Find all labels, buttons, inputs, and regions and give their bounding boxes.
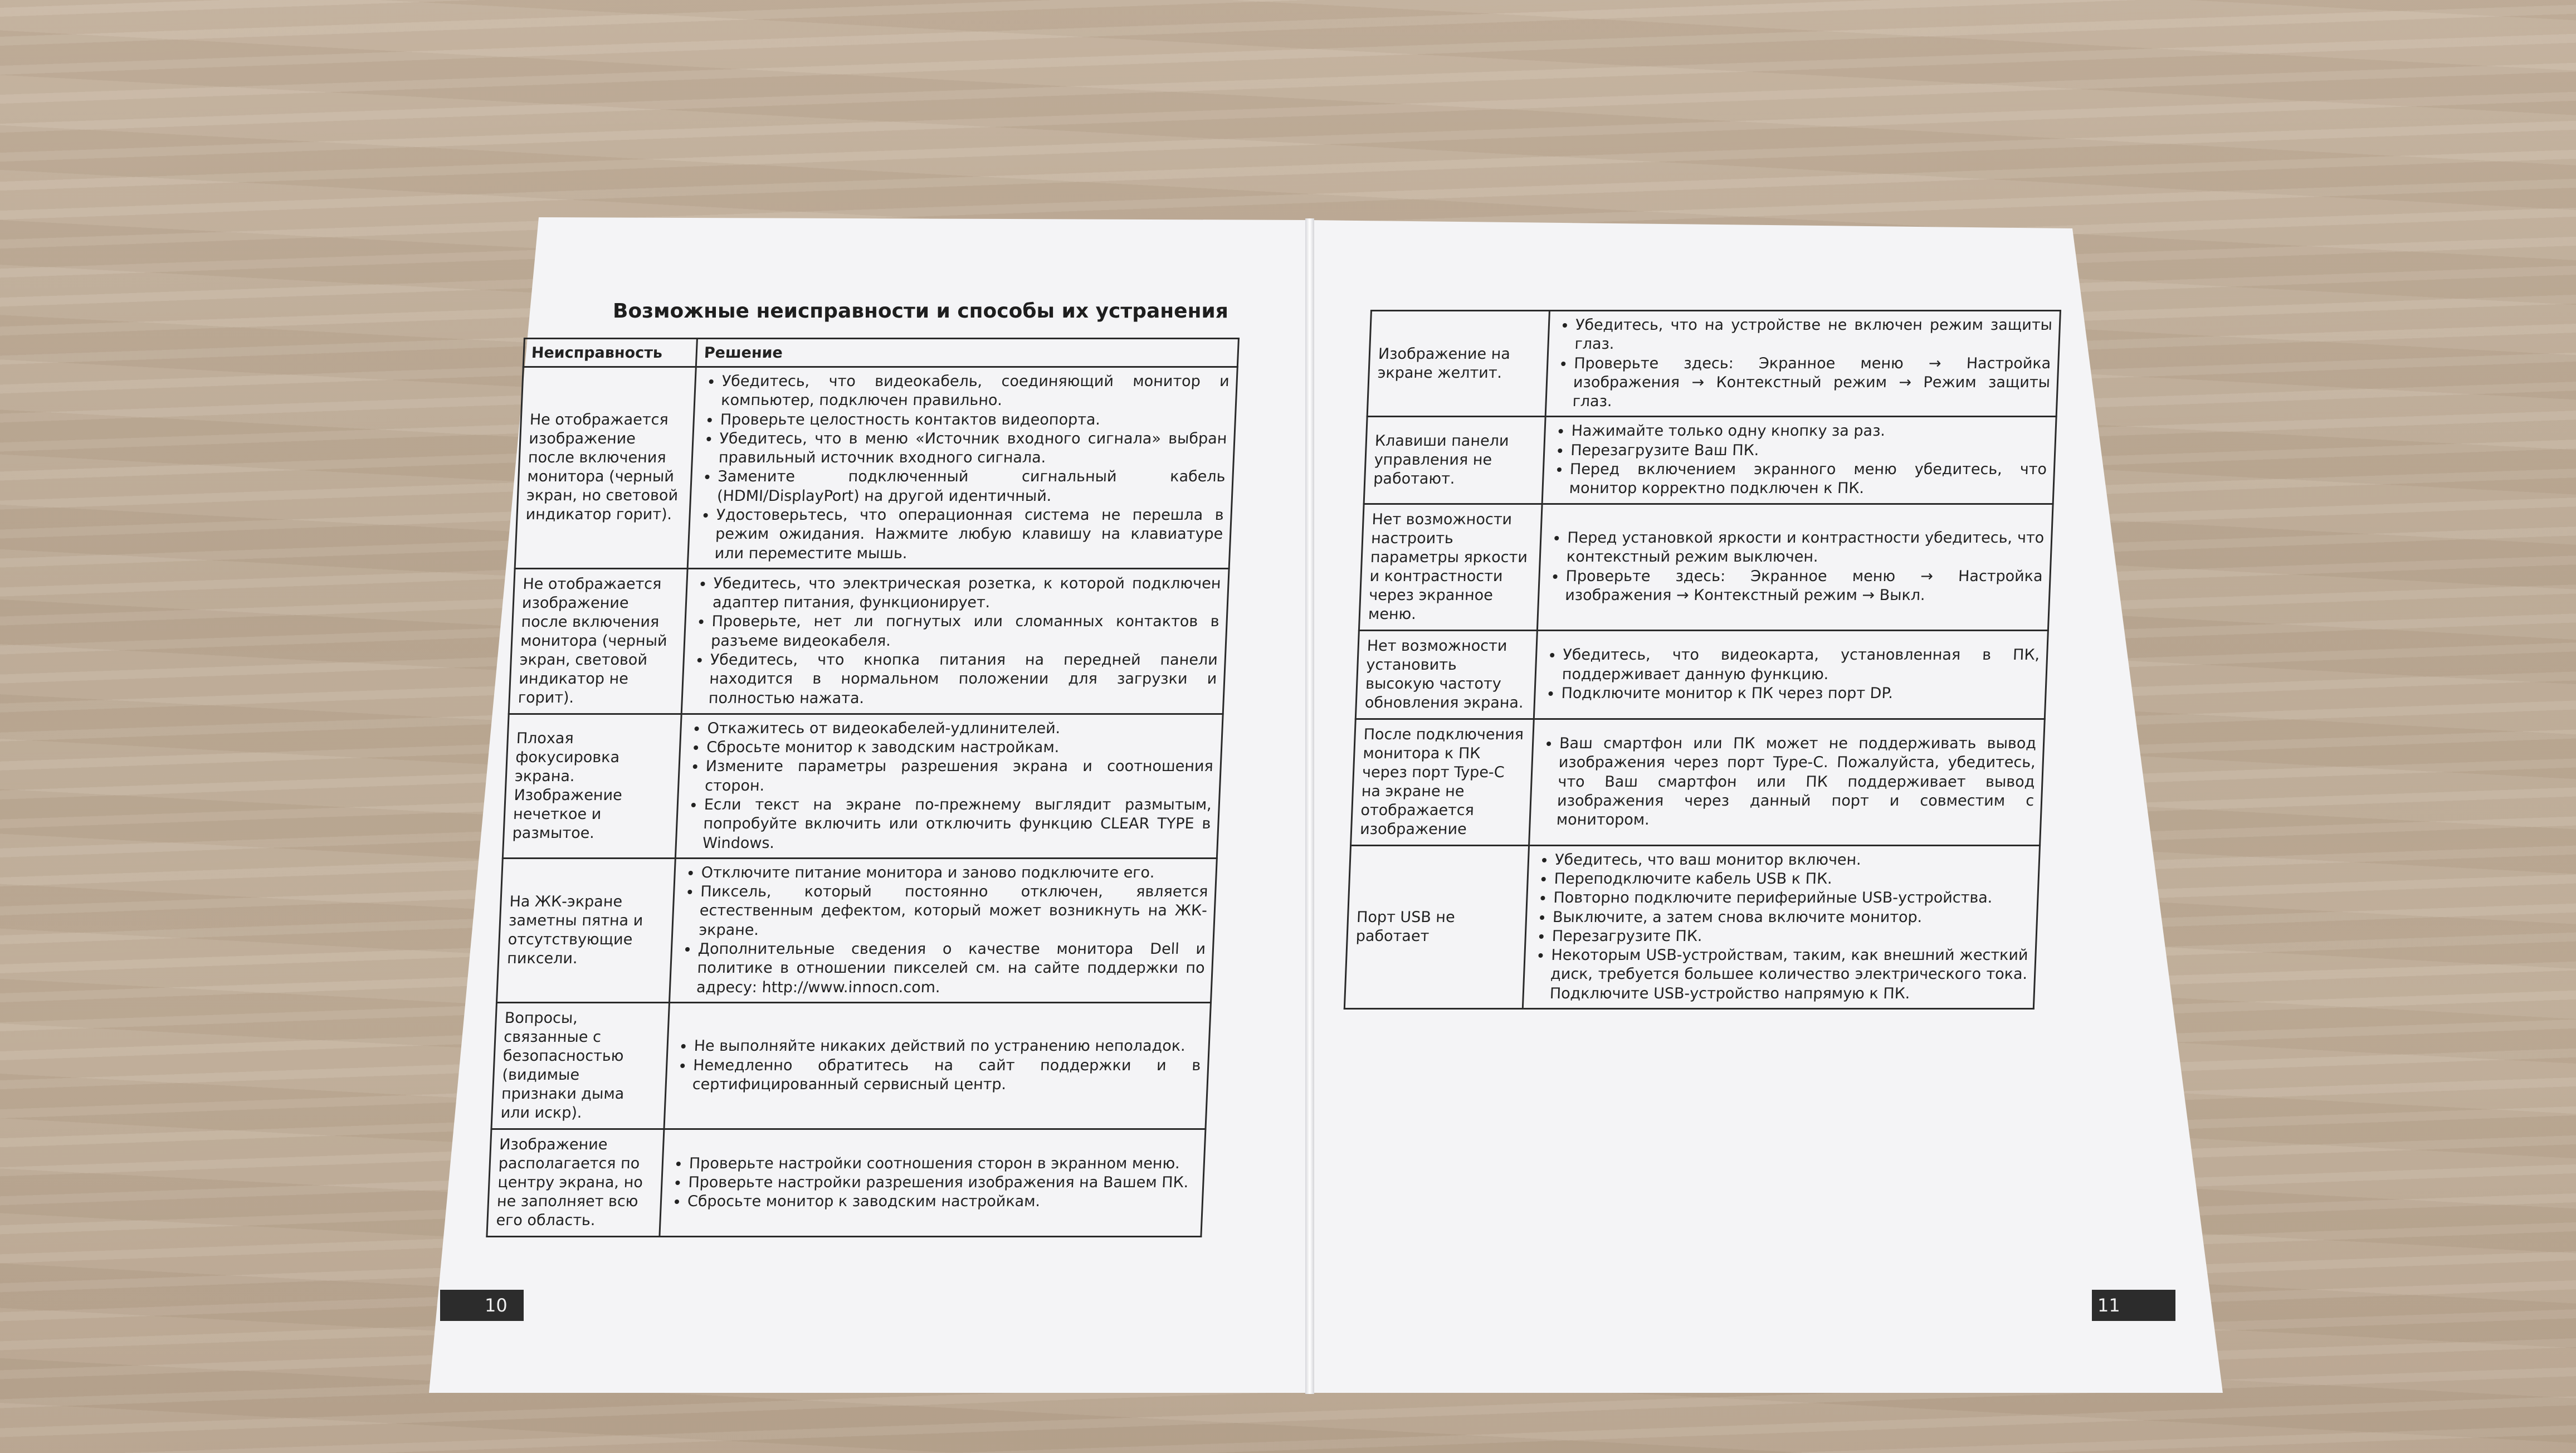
solution-list [1552, 316, 2053, 411]
solution-list [1536, 734, 2037, 830]
fault-cell: Изображение на экране желтит. [1367, 311, 1549, 417]
solution-item: • Отключите питание монитора и заново подключите его. [701, 864, 1209, 882]
solution-item: • Убедитесь, что в меню «Источник входного сигнала» выбран правильный источник входного сигнала. [718, 430, 1227, 468]
solution-item: • Убедитесь, что видеокарта, установленная в ПК, поддерживает данную функцию. [1562, 646, 2040, 684]
table-row [502, 714, 1223, 858]
solution-item: • Удостоверьтесь, что операционная система не перешла в режим ожидания. Нажмите любую клавишу на клавиатуре или переместите мышь. [714, 506, 1224, 563]
booklet-spine [1305, 218, 1314, 1394]
fault-cell: Не отображается изображение после включения монитора (черный экран, но световой индикатор горит). [515, 367, 696, 569]
solution-item: • Убедитесь, что на устройстве не включен режим защиты глаз. [1574, 316, 2053, 354]
solution-item: • Если текст на экране по-прежнему выглядит размытым, попробуйте включить или отключить функцию CLEAR TYPE в Windows. [702, 796, 1212, 853]
solution-item: • Нажимайте только одну кнопку за раз. [1571, 422, 2048, 441]
solution-cell [675, 714, 1223, 858]
solution-list [694, 372, 1230, 563]
page-number-left: 10 [440, 1290, 524, 1321]
solution-item: • Проверьте настройки разрешения изображения на Вашем ПК. [688, 1173, 1196, 1192]
table-row [509, 568, 1229, 714]
solution-item: • Перезагрузите ПК. [1552, 927, 2029, 946]
fault-cell: Нет возможности настроить параметры яркости и контрастности через экранное меню. [1359, 504, 1542, 630]
solution-item: • Убедитесь, что видеокабель, соединяющий монитор и компьютер, подключен правильно. [721, 372, 1230, 411]
solution-item: • Убедитесь, что электрическая розетка, к которой подключен адаптер питания, функционирует. [712, 574, 1221, 613]
solution-cell [687, 367, 1237, 569]
solution-cell [660, 1129, 1206, 1236]
solution-item: • Проверьте, нет ли погнутых или сломанных контактов в разъеме видеокабеля. [710, 612, 1219, 651]
fault-cell: Изображение располагается по центру экрана, но не заполняет всю его область. [487, 1129, 664, 1236]
solution-item: • Проверьте целостность контактов видеопорта. [720, 411, 1228, 430]
solution-cell [1529, 719, 2045, 845]
solution-item: • Ваш смартфон или ПК может не поддерживать вывод изображения через порт Type-C. Пожалуйста, убедитесь, что Ваш смартфон или ПК поддерживает вывод изображения через данный порт и совместим с монитором. [1556, 734, 2037, 830]
solution-item: • Измените параметры разрешения экрана и соотношения сторон. [705, 757, 1214, 796]
solution-item: • Замените подключенный сигнальный кабель (HDMI/DisplayPort) на другой идентичный. [716, 467, 1226, 506]
solution-cell [1523, 845, 2040, 1008]
solution-item: • Немедленно обратитесь на сайт поддержки и в сертифицированный сервисный центр. [692, 1056, 1201, 1095]
solution-item: • Сбросьте монитор к заводским настройкам. [687, 1192, 1195, 1211]
solution-item: • Перед включением экранного меню убедитесь, что монитор корректно подключен к ПК. [1569, 460, 2047, 499]
solution-item: • Пиксель, который постоянно отключен, является естественным дефектом, который может возникнуть на ЖК-экране. [699, 882, 1208, 940]
solution-cell [1545, 311, 2060, 417]
troubleshooting-table-right [1344, 310, 2061, 1010]
table-row [1367, 311, 2060, 417]
solution-list [1529, 851, 2032, 1003]
solution-item: • Убедитесь, что ваш монитор включен. [1554, 851, 2032, 870]
solution-list [1549, 422, 2048, 498]
header-fault: Неисправность [523, 339, 697, 367]
solution-list [1541, 646, 2040, 703]
solution-list [688, 574, 1221, 708]
fault-cell: Не отображается изображение после включения монитора (черный экран, световой индикатор не горит). [509, 568, 687, 714]
solution-item: • Проверьте здесь: Экранное меню → Настройка изображения → Контекстный режим → Выкл. [1565, 567, 2043, 606]
solution-item: • Перезагрузите Ваш ПК. [1570, 441, 2048, 460]
solution-item: • Сбросьте монитор к заводским настройкам. [706, 738, 1214, 757]
fault-cell: Клавиши панели управления не работают. [1364, 417, 1545, 504]
page-title: Возможные неисправности и способы их устранения [613, 300, 1228, 323]
solution-cell [1534, 630, 2048, 719]
troubleshooting-table-left [486, 338, 1240, 1237]
solution-item: • Проверьте здесь: Экранное меню → Настройка изображения → Контекстный режим → Режим защиты глаз. [1572, 354, 2051, 412]
solution-item: • Повторно подключите периферийные USB-устройства. [1553, 889, 2031, 908]
solution-item: • Выключите, а затем снова включите монитор. [1552, 908, 2029, 927]
table-row [1359, 504, 2053, 630]
solution-list [1545, 529, 2045, 605]
table-row [491, 1002, 1211, 1129]
solution-item: • Откажитесь от видеокабелей-удлинителей. [707, 719, 1215, 738]
solution-cell [669, 858, 1217, 1002]
solution-list [667, 1154, 1197, 1212]
solution-item: • Переподключите кабель USB к ПК. [1554, 870, 2031, 889]
solution-item: • Убедитесь, что кнопка питания на передней панели находится в нормальном положении для загрузки и полностью нажата. [708, 651, 1218, 708]
table-row [1355, 630, 2048, 719]
table-row [1344, 845, 2040, 1008]
page-number-right: 11 [2092, 1290, 2175, 1321]
table-row [515, 367, 1237, 569]
solution-cell [681, 568, 1229, 714]
fault-cell: Вопросы, связанные с безопасностью (видимые признаки дыма или искр). [491, 1002, 670, 1129]
solution-list [672, 1037, 1202, 1094]
solution-list [682, 719, 1215, 853]
header-solution: Решение [696, 339, 1238, 367]
table-header-row [523, 339, 1238, 367]
solution-cell [1542, 417, 2056, 504]
fault-cell: Плохая фокусировка экрана. Изображение нечеткое и размытое. [502, 714, 681, 858]
table-row [1351, 719, 2045, 845]
solution-item: • Некоторым USB-устройствам, таким, как внешний жесткий диск, требуется большее количество электрического тока. Подключите USB-устройство напрямую к ПК. [1549, 946, 2028, 1003]
table-row [1364, 417, 2056, 504]
fault-cell: Порт USB не работает [1344, 845, 1529, 1008]
solution-item: • Проверьте настройки соотношения сторон в экранном меню. [689, 1154, 1197, 1173]
solution-item: • Не выполняйте никаких действий по устранению неполадок. [694, 1037, 1202, 1056]
table-row [487, 1129, 1206, 1236]
solution-cell [664, 1002, 1211, 1129]
fault-cell: Нет возможности установить высокую частоту обновления экрана. [1355, 630, 1537, 719]
table-row [496, 858, 1217, 1002]
fault-cell: На ЖК-экране заметны пятна и отсутствующие пиксели. [496, 858, 675, 1002]
solution-item: • Подключите монитор к ПК через порт DP. [1561, 684, 2038, 703]
solution-list [676, 864, 1209, 997]
solution-cell [1537, 504, 2053, 630]
solution-item: • Дополнительные сведения о качестве монитора Dell и политике в отношении пикселей см. на сайте поддержки по адресу: http://www.innocn.com. [696, 940, 1206, 997]
fault-cell: После подключения монитора к ПК через порт Type-C на экране не отображается изображение [1351, 719, 1534, 845]
solution-item: • Перед установкой яркости и контрастности убедитесь, что контекстный режим выключен. [1566, 529, 2045, 567]
